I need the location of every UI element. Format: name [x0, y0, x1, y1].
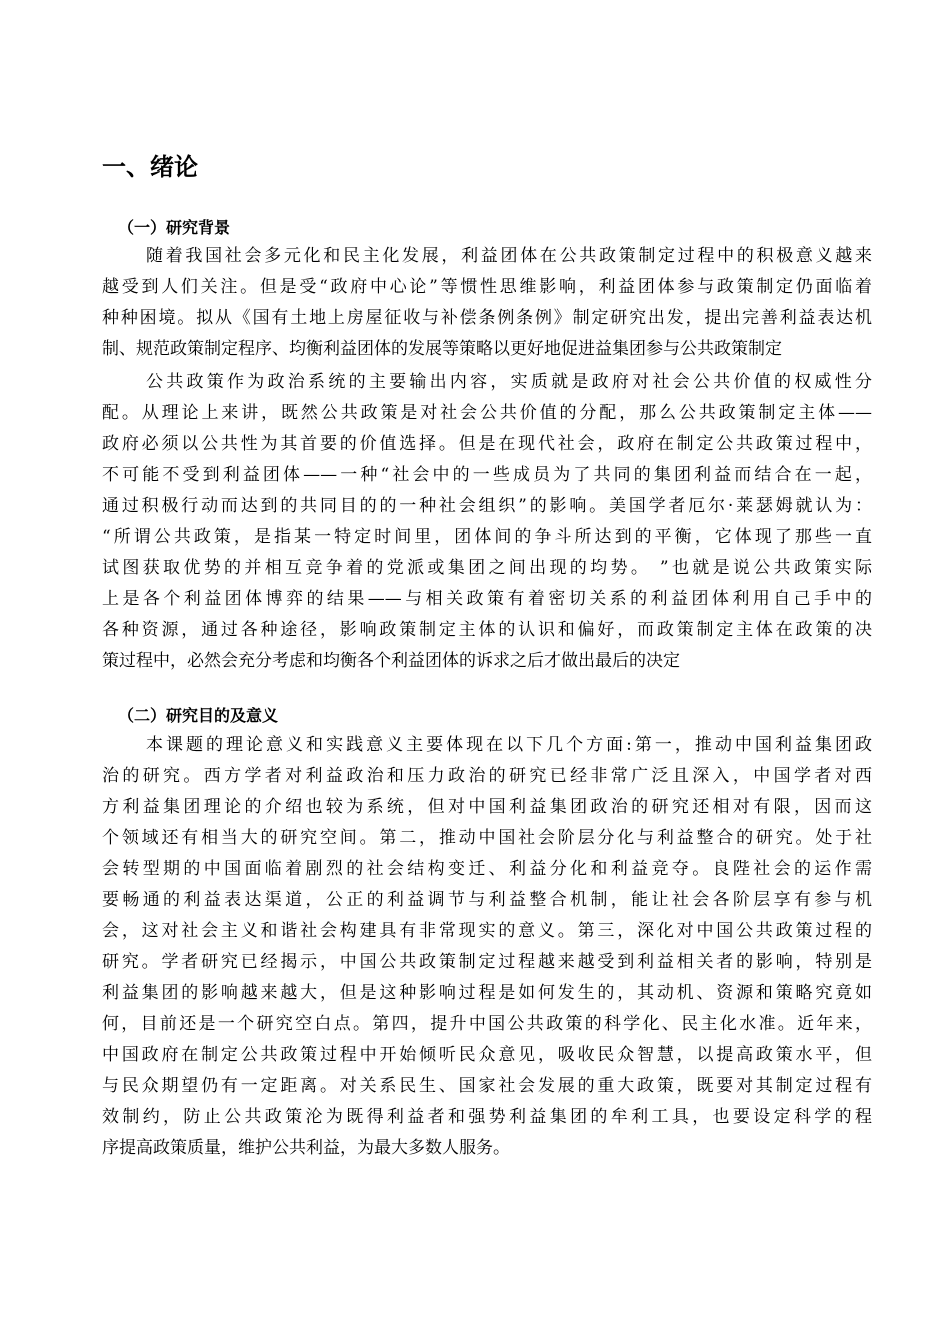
paragraph-line: 上是各个利益团体博弈的结果——与相关政策有着密切关系的利益团体利用自己手中的 [102, 589, 872, 609]
paragraph-line: 本课题的理论意义和实践意义主要体现在以下几个方面:第一，推动中国利益集团政 [146, 735, 872, 755]
paragraph-line: 序提高政策质量，维护公共利益，为最大多数人服务。 [102, 1138, 510, 1158]
paragraph-line: 研究。学者研究已经揭示，中国公共政策制定过程越来越受到利益相关者的影响，特别是 [102, 952, 872, 972]
section-title-background: （一）研究背景 [118, 218, 231, 237]
paragraph-line: 试图获取优势的并相互竞争着的党派或集团之间出现的均势。 ”也就是说公共政策实际 [102, 558, 872, 578]
paragraph-line: 治的研究。西方学者对利益政治和压力政治的研究已经非常广泛且深入，中国学者对西 [102, 766, 872, 786]
paragraph-line: 通过积极行动而达到的共同目的的一种社会组织”的影响。美国学者厄尔·莱瑟姆就认为： [102, 496, 872, 516]
paragraph-line: 配。从理论上来讲，既然公共政策是对社会公共价值的分配，那么公共政策制定主体—— [102, 403, 872, 423]
paragraph-line: 利益集团的影响越来越大，但是这种影响过程是如何发生的，其动机、资源和策略究竟如 [102, 983, 872, 1003]
paragraph-line: 中国政府在制定公共政策过程中开始倾听民众意见，吸收民众智慧，以提高政策水平，但 [102, 1045, 872, 1065]
paragraph-line: 要畅通的利益表达渠道，公正的利益调节与利益整合机制，能让社会各阶层享有参与机 [102, 890, 872, 910]
paragraph-line: 会转型期的中国面临着剧烈的社会结构变迁、利益分化和利益竞夺。良陛社会的运作需 [102, 859, 872, 879]
paragraph-background-intro [102, 241, 872, 365]
paragraph-line: 随着我国社会多元化和民主化发展，利益团体在公共政策制定过程中的积极意义越来 [146, 246, 872, 266]
paragraph-line: 越受到人们关注。但是受“政府中心论”等惯性思维影响，利益团体参与政策制定仍面临着 [102, 277, 872, 297]
paragraph-line: “所谓公共政策，是指某一特定时间里，团体间的争斗所达到的平衡，它体现了那些一直 [102, 527, 872, 547]
paragraph-line: 不可能不受到利益团体——一种“社会中的一些成员为了共同的集团利益而结合在一起， [102, 465, 872, 485]
paragraph-line: 效制约，防止公共政策沦为既得利益者和强势利益集团的牟利工具，也要设定科学的程 [102, 1107, 872, 1127]
paragraph-line: 会，这对社会主义和谐社会构建具有非常现实的意义。第三，深化对中国公共政策过程的 [102, 921, 872, 941]
paragraph-line: 何，目前还是一个研究空白点。第四，提升中国公共政策的科学化、民主化水准。近年来， [102, 1014, 872, 1034]
paragraph-line: 种种困境。拟从《国有土地上房屋征收与补偿条例条例》制定研究出发，提出完善利益表达机 [102, 308, 872, 328]
chapter-title: 一、绪论 [102, 153, 198, 181]
paragraph-line: 个领域还有相当大的研究空间。第二，推动中国社会阶层分化与利益整合的研究。处于社 [102, 828, 872, 848]
paragraph-public-policy [102, 367, 872, 677]
paragraph-line: 方利益集团理论的介绍也较为系统，但对中国利益集团政治的研究还相对有限，因而这 [102, 797, 872, 817]
paragraph-line: 制、规范政策制定程序、均衡利益团体的发展等策略以更好地促进益集团参与公共政策制定 [102, 339, 782, 359]
paragraph-line: 与民众期望仍有一定距离。对关系民生、国家社会发展的重大政策，既要对其制定过程有 [102, 1076, 872, 1096]
paragraph-line: 各种资源，通过各种途径，影响政策制定主体的认识和偏好，而政策制定主体在政策的决 [102, 620, 872, 640]
paragraph-line: 策过程中，必然会充分考虑和均衡各个利益团体的诉求之后才做出最后的决定 [102, 651, 680, 671]
paragraph-line: 公共政策作为政治系统的主要输出内容，实质就是政府对社会公共价值的权威性分 [146, 372, 872, 392]
paragraph-line: 政府必须以公共性为其首要的价值选择。但是在现代社会，政府在制定公共政策过程中， [102, 434, 872, 454]
section-title-purpose: （二）研究目的及意义 [118, 706, 279, 725]
paragraph-purpose-significance [102, 730, 872, 1164]
